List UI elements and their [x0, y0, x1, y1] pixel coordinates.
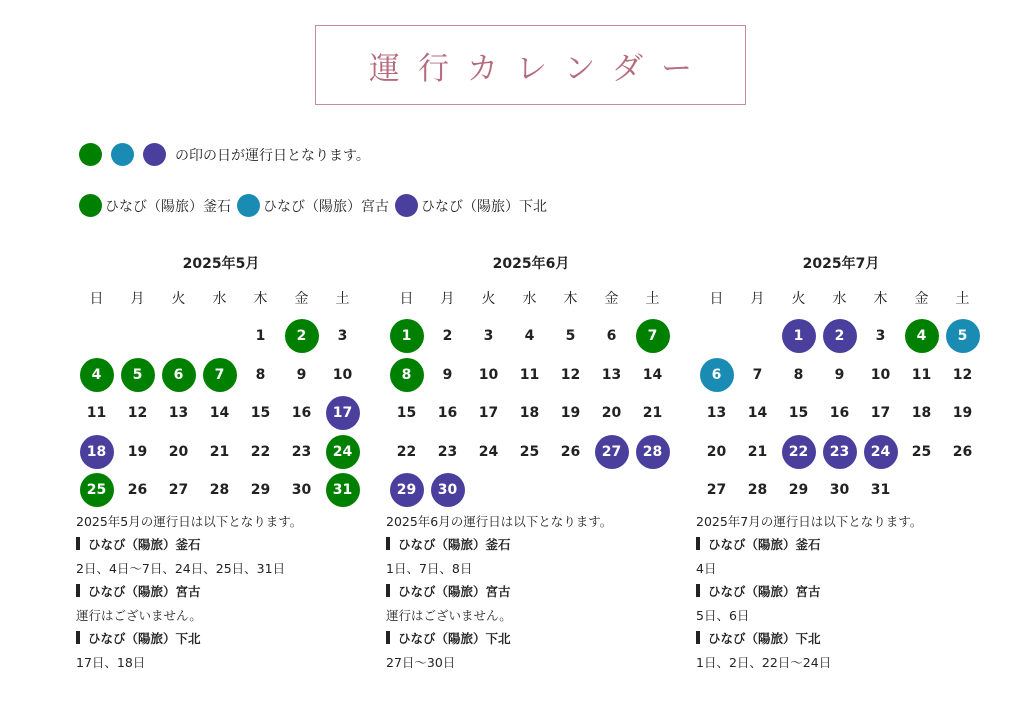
- operating-day-kamaishi: 8: [390, 358, 424, 392]
- day-number: 12: [127, 405, 148, 422]
- month-calendar-july: [696, 253, 986, 674]
- day-number: 27: [168, 482, 189, 499]
- day-number: 8: [793, 366, 804, 383]
- operation-info: [696, 510, 986, 675]
- weekday-label: 月: [750, 291, 765, 307]
- weekday-label: 日: [89, 291, 104, 307]
- month-title: 2025年5月: [182, 256, 260, 272]
- weekday-label: 火: [481, 291, 496, 307]
- month-title: 2025年7月: [802, 256, 880, 272]
- day-number: 23: [291, 443, 312, 460]
- weekday-header: [696, 289, 986, 309]
- operating-day-kamaishi: 4: [905, 319, 939, 353]
- day-cell: [860, 471, 901, 510]
- weekday-label: 日: [709, 291, 724, 307]
- day-number: 21: [642, 405, 663, 422]
- day-cell: [860, 433, 901, 472]
- day-cell: [386, 356, 427, 395]
- day-number: 27: [706, 482, 727, 499]
- route-name: ひなび（陽旅）釜石: [386, 533, 676, 557]
- day-cell: [158, 394, 199, 433]
- day-cell: [819, 394, 860, 433]
- weekday-label: 水: [832, 291, 847, 307]
- route-name: ひなび（陽旅）宮古: [386, 580, 676, 604]
- day-number: 11: [911, 366, 932, 383]
- day-number: 6: [606, 328, 617, 345]
- day-cell: [240, 317, 281, 356]
- day-cell: [117, 394, 158, 433]
- day-number: 16: [437, 405, 458, 422]
- day-number: 20: [601, 405, 622, 422]
- operation-intro: 2025年7月の運行日は以下となります。: [696, 513, 923, 529]
- operating-day-shimokita: 30: [431, 473, 465, 507]
- operating-day-shimokita: 2: [823, 319, 857, 353]
- legend-label-shimokita: ひなび（陽旅）下北: [421, 198, 547, 215]
- operating-day-shimokita: 17: [326, 396, 360, 430]
- weekday-label: 土: [955, 291, 970, 307]
- day-number: 30: [291, 482, 312, 499]
- day-cell: [550, 317, 591, 356]
- legend-note: の印の日が運行日となります。: [175, 147, 370, 164]
- route-name: ひなび（陽旅）下北: [76, 627, 366, 651]
- operating-day-kamaishi: 24: [326, 435, 360, 469]
- operating-day-shimokita: 22: [782, 435, 816, 469]
- operating-day-kamaishi: 7: [636, 319, 670, 353]
- day-number: 22: [396, 443, 417, 460]
- day-cell: [778, 317, 819, 356]
- day-cell: [860, 356, 901, 395]
- operating-day-kamaishi: 1: [390, 319, 424, 353]
- day-number: 2: [442, 328, 453, 345]
- day-cell: [550, 433, 591, 472]
- day-number: 29: [250, 482, 271, 499]
- empty-cell: [737, 317, 778, 356]
- day-number: 11: [86, 405, 107, 422]
- day-cell: [591, 356, 632, 395]
- route-days: 5日、6日: [696, 607, 750, 623]
- day-cell: [199, 356, 240, 395]
- day-number: 13: [706, 405, 727, 422]
- day-number: 3: [337, 328, 348, 345]
- operating-day-kamaishi: 5: [121, 358, 155, 392]
- day-cell: [281, 317, 322, 356]
- day-cell: [901, 317, 942, 356]
- day-cell: [386, 317, 427, 356]
- day-cell: [942, 433, 983, 472]
- day-number: 25: [519, 443, 540, 460]
- day-number: 28: [747, 482, 768, 499]
- day-cell: [427, 394, 468, 433]
- weekday-label: 金: [914, 291, 929, 307]
- day-number: 30: [829, 482, 850, 499]
- day-number: 26: [952, 443, 973, 460]
- day-number: 14: [747, 405, 768, 422]
- day-cell: [696, 356, 737, 395]
- day-cell: [509, 433, 550, 472]
- day-cell: [199, 433, 240, 472]
- day-number: 25: [911, 443, 932, 460]
- operating-day-kamaishi: 31: [326, 473, 360, 507]
- day-cell: [778, 471, 819, 510]
- day-cell: [819, 471, 860, 510]
- day-cell: [281, 356, 322, 395]
- empty-cell: [696, 317, 737, 356]
- day-number: 10: [478, 366, 499, 383]
- weekday-header: [386, 289, 676, 309]
- day-cell: [632, 394, 673, 433]
- legend-dot-kamaishi: [79, 143, 102, 166]
- day-number: 10: [332, 366, 353, 383]
- day-cell: [240, 433, 281, 472]
- route-name: ひなび（陽旅）下北: [386, 627, 676, 651]
- day-cell: [322, 317, 363, 356]
- day-number: 21: [209, 443, 230, 460]
- day-cell: [860, 394, 901, 433]
- day-number: 16: [291, 405, 312, 422]
- day-cell: [117, 356, 158, 395]
- route-days: 17日、18日: [76, 654, 146, 670]
- day-cell: [199, 394, 240, 433]
- day-number: 24: [478, 443, 499, 460]
- day-number: 14: [642, 366, 663, 383]
- day-cell: [942, 356, 983, 395]
- weekday-label: 月: [130, 291, 145, 307]
- day-cell: [281, 433, 322, 472]
- day-cell: [819, 356, 860, 395]
- weekday-label: 水: [212, 291, 227, 307]
- weekday-label: 金: [604, 291, 619, 307]
- legend-dot-miyako: [237, 194, 260, 217]
- day-cell: [76, 433, 117, 472]
- operating-day-miyako: 5: [946, 319, 980, 353]
- day-number: 1: [255, 328, 266, 345]
- operating-day-kamaishi: 2: [285, 319, 319, 353]
- day-cell: [427, 317, 468, 356]
- day-number: 4: [524, 328, 535, 345]
- operating-day-kamaishi: 6: [162, 358, 196, 392]
- day-cell: [591, 317, 632, 356]
- operating-day-shimokita: 27: [595, 435, 629, 469]
- operating-day-shimokita: 1: [782, 319, 816, 353]
- operation-intro: 2025年6月の運行日は以下となります。: [386, 513, 613, 529]
- day-number: 5: [565, 328, 576, 345]
- day-number: 21: [747, 443, 768, 460]
- day-cell: [737, 394, 778, 433]
- route-days: 4日: [696, 560, 717, 576]
- day-number: 12: [560, 366, 581, 383]
- day-number: 19: [952, 405, 973, 422]
- page-title: 運行カレンダー: [369, 50, 710, 87]
- day-number: 31: [870, 482, 891, 499]
- day-cell: [819, 433, 860, 472]
- operating-day-kamaishi: 25: [80, 473, 114, 507]
- operating-day-shimokita: 24: [864, 435, 898, 469]
- day-number: 15: [250, 405, 271, 422]
- route-days: 2日、4日〜7日、24日、25日、31日: [76, 560, 286, 576]
- day-number: 17: [870, 405, 891, 422]
- month-calendar-may: [76, 253, 366, 674]
- day-grid: [386, 317, 676, 510]
- day-cell: [696, 471, 737, 510]
- day-number: 3: [483, 328, 494, 345]
- day-cell: [76, 394, 117, 433]
- weekday-label: 木: [873, 291, 888, 307]
- day-cell: [240, 471, 281, 510]
- day-cell: [778, 433, 819, 472]
- day-number: 29: [788, 482, 809, 499]
- route-name: ひなび（陽旅）宮古: [696, 580, 986, 604]
- weekday-header: [76, 289, 366, 309]
- day-grid: [76, 317, 366, 510]
- weekday-label: 土: [335, 291, 350, 307]
- page-title-box: [315, 25, 746, 105]
- day-number: 23: [437, 443, 458, 460]
- day-cell: [468, 433, 509, 472]
- day-cell: [509, 356, 550, 395]
- day-cell: [322, 394, 363, 433]
- day-cell: [737, 433, 778, 472]
- day-number: 13: [601, 366, 622, 383]
- weekday-label: 金: [294, 291, 309, 307]
- day-number: 28: [209, 482, 230, 499]
- operating-day-shimokita: 28: [636, 435, 670, 469]
- operating-day-miyako: 6: [700, 358, 734, 392]
- route-name: ひなび（陽旅）釜石: [76, 533, 366, 557]
- day-cell: [901, 394, 942, 433]
- day-cell: [199, 471, 240, 510]
- day-cell: [386, 394, 427, 433]
- legend-item-kamaishi: [79, 194, 231, 217]
- legend-dot-kamaishi: [79, 194, 102, 217]
- day-number: 9: [834, 366, 845, 383]
- operation-info: [76, 510, 366, 675]
- legend-item-shimokita: [395, 194, 547, 217]
- day-cell: [591, 433, 632, 472]
- day-cell: [550, 394, 591, 433]
- empty-cell: [117, 317, 158, 356]
- legend-label-miyako: ひなび（陽旅）宮古: [263, 198, 389, 215]
- legend-note-row: [79, 143, 370, 166]
- day-cell: [240, 356, 281, 395]
- day-cell: [386, 433, 427, 472]
- legend-routes-row: [79, 194, 553, 217]
- day-number: 17: [478, 405, 499, 422]
- day-cell: [942, 317, 983, 356]
- day-number: 20: [706, 443, 727, 460]
- day-cell: [737, 356, 778, 395]
- route-days: 1日、2日、22日〜24日: [696, 654, 832, 670]
- day-number: 10: [870, 366, 891, 383]
- day-number: 19: [560, 405, 581, 422]
- weekday-label: 火: [171, 291, 186, 307]
- legend-dot-shimokita: [395, 194, 418, 217]
- empty-cell: [199, 317, 240, 356]
- day-cell: [632, 317, 673, 356]
- day-cell: [240, 394, 281, 433]
- month-title: 2025年6月: [492, 256, 570, 272]
- route-name: ひなび（陽旅）釜石: [696, 533, 986, 557]
- operation-info: [386, 510, 676, 675]
- day-cell: [901, 356, 942, 395]
- empty-cell: [158, 317, 199, 356]
- day-number: 16: [829, 405, 850, 422]
- day-number: 7: [752, 366, 763, 383]
- day-cell: [281, 471, 322, 510]
- day-cell: [942, 394, 983, 433]
- day-cell: [427, 471, 468, 510]
- legend-dot-miyako: [111, 143, 134, 166]
- day-cell: [468, 317, 509, 356]
- day-cell: [632, 356, 673, 395]
- weekday-label: 日: [399, 291, 414, 307]
- day-cell: [632, 433, 673, 472]
- day-cell: [427, 356, 468, 395]
- day-number: 14: [209, 405, 230, 422]
- day-cell: [76, 471, 117, 510]
- day-number: 9: [296, 366, 307, 383]
- weekday-label: 月: [440, 291, 455, 307]
- day-cell: [117, 433, 158, 472]
- day-cell: [509, 317, 550, 356]
- day-cell: [468, 394, 509, 433]
- day-cell: [76, 356, 117, 395]
- legend-label-kamaishi: ひなび（陽旅）釜石: [105, 198, 231, 215]
- day-cell: [322, 471, 363, 510]
- day-number: 15: [396, 405, 417, 422]
- legend-dot-shimokita: [143, 143, 166, 166]
- operation-intro: 2025年5月の運行日は以下となります。: [76, 513, 303, 529]
- day-number: 22: [250, 443, 271, 460]
- weekday-label: 土: [645, 291, 660, 307]
- day-number: 12: [952, 366, 973, 383]
- route-name: ひなび（陽旅）下北: [696, 627, 986, 651]
- month-calendar-june: [386, 253, 676, 674]
- day-number: 19: [127, 443, 148, 460]
- weekday-label: 火: [791, 291, 806, 307]
- day-cell: [737, 471, 778, 510]
- day-cell: [696, 433, 737, 472]
- day-cell: [386, 471, 427, 510]
- day-cell: [322, 433, 363, 472]
- day-number: 8: [255, 366, 266, 383]
- day-cell: [550, 356, 591, 395]
- operating-day-kamaishi: 7: [203, 358, 237, 392]
- day-cell: [901, 433, 942, 472]
- day-cell: [509, 394, 550, 433]
- operating-day-shimokita: 18: [80, 435, 114, 469]
- route-days: 1日、7日、8日: [386, 560, 473, 576]
- day-cell: [860, 317, 901, 356]
- day-number: 15: [788, 405, 809, 422]
- day-number: 26: [127, 482, 148, 499]
- day-cell: [322, 356, 363, 395]
- day-number: 13: [168, 405, 189, 422]
- route-name: ひなび（陽旅）宮古: [76, 580, 366, 604]
- day-number: 9: [442, 366, 453, 383]
- day-cell: [778, 356, 819, 395]
- day-number: 26: [560, 443, 581, 460]
- weekday-label: 木: [253, 291, 268, 307]
- route-days: 運行はございません。: [76, 607, 202, 623]
- day-cell: [158, 471, 199, 510]
- day-grid: [696, 317, 986, 510]
- day-number: 18: [519, 405, 540, 422]
- day-cell: [778, 394, 819, 433]
- legend-item-miyako: [237, 194, 389, 217]
- operating-day-shimokita: 29: [390, 473, 424, 507]
- day-cell: [427, 433, 468, 472]
- day-cell: [591, 394, 632, 433]
- day-number: 11: [519, 366, 540, 383]
- day-cell: [158, 433, 199, 472]
- day-number: 20: [168, 443, 189, 460]
- day-number: 18: [911, 405, 932, 422]
- day-cell: [117, 471, 158, 510]
- weekday-label: 水: [522, 291, 537, 307]
- operating-day-kamaishi: 4: [80, 358, 114, 392]
- day-cell: [158, 356, 199, 395]
- route-days: 運行はございません。: [386, 607, 512, 623]
- day-cell: [696, 394, 737, 433]
- day-number: 3: [875, 328, 886, 345]
- day-cell: [281, 394, 322, 433]
- operating-day-shimokita: 23: [823, 435, 857, 469]
- day-cell: [468, 356, 509, 395]
- route-days: 27日〜30日: [386, 654, 456, 670]
- day-cell: [819, 317, 860, 356]
- weekday-label: 木: [563, 291, 578, 307]
- empty-cell: [76, 317, 117, 356]
